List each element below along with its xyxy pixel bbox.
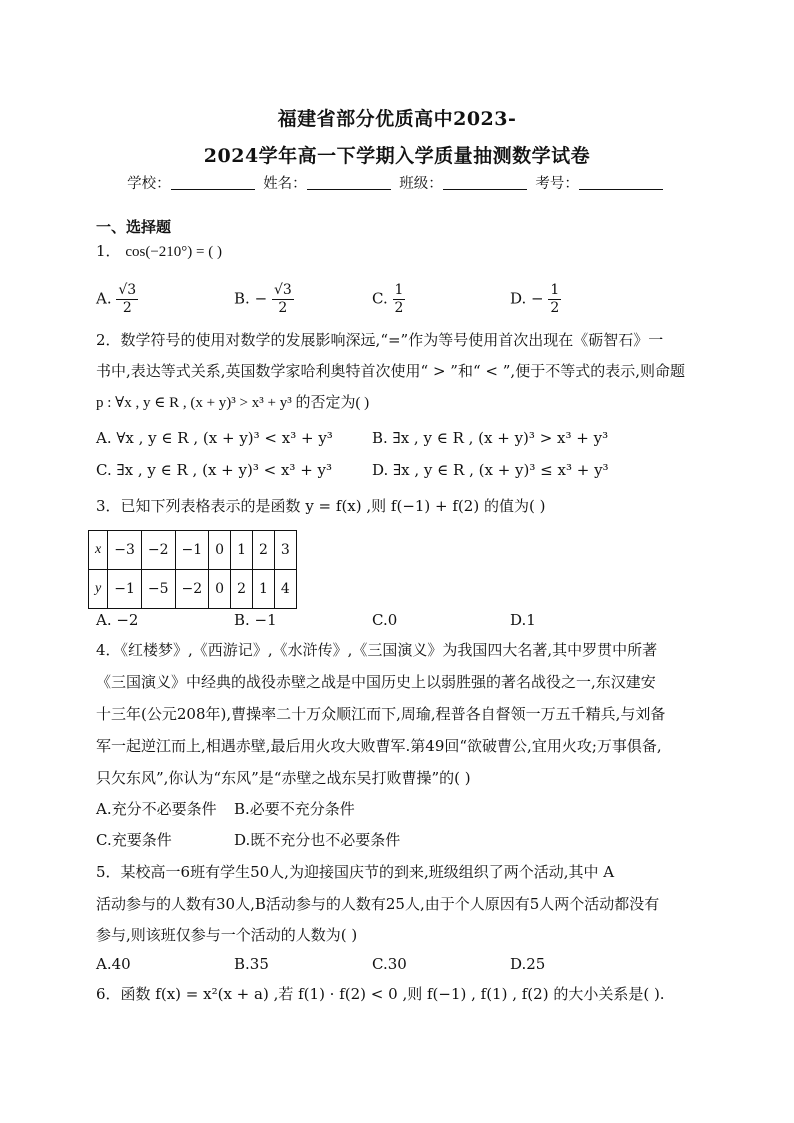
question-3-stem: 3．已知下列表格表示的是函数 y = f(x) ,则 f(−1) + f(2) 的值为( )	[96, 497, 546, 515]
section-heading: 一、选择题	[96, 218, 172, 236]
question-5-line-3: 参与,则该班仅参与一个活动的人数为( )	[96, 926, 358, 944]
question-2-line-1: 2．数学符号的使用对数学的发展影响深远,“=”作为等号使用首次出现在《砺智石》一	[96, 331, 664, 349]
question-2-line-3: p : ∀x , y ∈ R , (x + y)³ > x³ + y³ 的否定为( )	[96, 395, 370, 411]
question-2-option-d: D. ∃x , y ∈ R , (x + y)³ ≤ x³ + y³	[372, 461, 609, 479]
question-3-option-d: D.1	[510, 611, 536, 629]
question-5-line-2: 活动参与的人数有30人,B活动参与的人数有25人,由于个人原因有5人两个活动都没有	[96, 895, 660, 913]
question-6-stem: 6．函数 f(x) = x²(x + a) ,若 f(1) · f(2) < 0 ,则 f(−1) , f(1) , f(2) 的大小关系是( ).	[96, 985, 665, 1003]
school-blank	[171, 175, 255, 190]
school-label: 学校：	[127, 176, 171, 192]
question-1-number: 1．	[96, 242, 121, 260]
question-5-line-1: 5．某校高一6班有学生50人,为迎接国庆节的到来,班级组织了两个活动,其中 A	[96, 863, 615, 881]
fraction: $\frac{1}{2}$	[550, 282, 560, 316]
exam-number-blank	[579, 175, 663, 190]
table-row-y: y −1 −5 −2 0 2 1 4	[89, 570, 297, 609]
question-5-option-b: B.35	[234, 955, 269, 973]
question-4-line-5: 只欠东风”,你认为“东风”是“赤壁之战东吴打败曹操”的( )	[96, 769, 471, 787]
question-4-option-b: B.必要不充分条件	[234, 800, 355, 818]
question-1-option-b: B. − $\frac{√3}{2}$	[234, 282, 292, 316]
question-4-line-2: 《三国演义》中经典的战役赤壁之战是中国历史上以弱胜强的著名战役之一,东汉建安	[96, 673, 656, 691]
question-1-option-a: A. $\frac{√3}{2}$	[96, 282, 137, 316]
question-2-line-2: 书中,表达等式关系,英国数学家哈利奥特首次使用“ > ”和“ < ”,便于不等式的表示,则命题	[96, 362, 685, 380]
question-4-option-c: C.充要条件	[96, 831, 172, 849]
question-4-line-3: 十三年(公元208年),曹操率二十万众顺江而下,周瑜,程普各自督领一万五千精兵,与刘备	[96, 705, 666, 723]
question-4-line-1: 4．《红楼梦》,《西游记》,《水浒传》,《三国演义》为我国四大名著,其中罗贯中所著	[96, 641, 658, 659]
table-row-x: x −3 −2 −1 0 1 2 3	[89, 531, 297, 570]
page-title-line2: 2024学年高一下学期入学质量抽测数学试卷	[203, 145, 591, 167]
name-label: 姓名：	[263, 176, 307, 192]
student-info-fields	[0, 172, 794, 193]
question-2-option-c: C. ∃x , y ∈ R , (x + y)³ < x³ + y³	[96, 461, 333, 479]
page-title-line1: 福建省部分优质高中2023-	[277, 108, 517, 130]
question-4-option-d: D.既不充分也不必要条件	[234, 831, 401, 849]
question-3-option-b: B. −1	[234, 611, 277, 629]
question-1-option-d: D. − $\frac{1}{2}$	[510, 282, 560, 316]
fraction: $\frac{√3}{2}$	[118, 282, 137, 316]
fraction: $\frac{1}{2}$	[394, 282, 404, 316]
exam-number-label: 考号：	[535, 176, 579, 192]
question-1-option-c: C. $\frac{1}{2}$	[372, 282, 404, 316]
question-5-option-a: A.40	[96, 955, 131, 973]
class-blank	[443, 175, 527, 190]
question-1-expression: cos(−210°) = ( )	[125, 244, 222, 260]
function-value-table	[88, 530, 297, 609]
question-2-option-a: A. ∀x , y ∈ R , (x + y)³ < x³ + y³	[96, 429, 333, 447]
name-blank	[307, 175, 391, 190]
question-5-option-c: C.30	[372, 955, 407, 973]
question-4-line-4: 军一起逆江而上,相遇赤壁,最后用火攻大败曹军.第49回“欲破曹公,宜用火攻;万事俱备,	[96, 737, 662, 755]
fraction: $\frac{√3}{2}$	[273, 282, 292, 316]
question-4-option-a: A.充分不必要条件	[96, 800, 217, 818]
class-label: 班级：	[399, 176, 443, 192]
question-5-option-d: D.25	[510, 955, 546, 973]
question-3-option-a: A. −2	[96, 611, 139, 629]
question-2-option-b: B. ∃x , y ∈ R , (x + y)³ > x³ + y³	[372, 429, 609, 447]
question-3-option-c: C.0	[372, 611, 398, 629]
question-1-stem	[96, 241, 696, 262]
